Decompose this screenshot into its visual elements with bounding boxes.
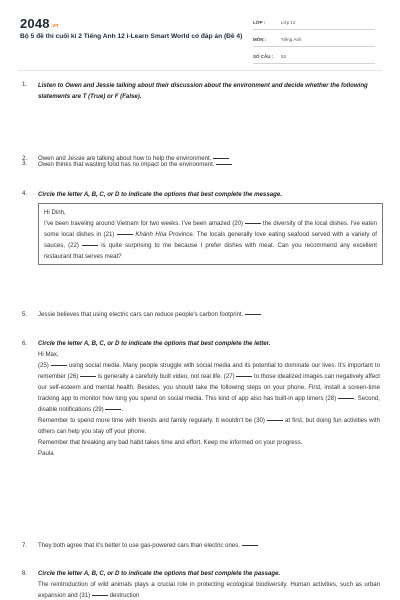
letter-signoff: Paula [38,450,54,457]
answer-blank-25[interactable] [51,365,67,366]
message-text [39,204,382,264]
message-body [44,218,377,262]
letter-fragment: is generally a carefully built video, not real life. (27) [97,373,235,380]
passage-fragment: The reintroduction of wild animals plays a crucial role in protecting ecological biodiversity. Human activities, such as urban expansion and (31) [38,581,380,599]
message-fragment: is quite surprising to me because I prefer dishes with meat. Can you recommend any excellent restaurant that serves meat? [44,242,377,261]
answer-blank-30[interactable] [267,420,283,421]
question-instruction: Listen to Owen and Jessie talking about their discussion about the environment and decide whether the following statements are T (True) or F (False). [38,82,368,100]
letter-fragment: Remember to spend more time with friends and family regularly. It wouldn't be (30) [38,417,265,424]
answer-blank-22[interactable] [82,245,98,246]
meta-label: MÔN : [253,37,267,42]
page-header [0,0,400,65]
meta-value: Tiếng Anh [281,37,302,42]
answer-blank[interactable] [245,314,261,315]
letter-fragment: to those idealized images can negatively affect our self-esteem and mental health. Besides, you should take the following steps on your phone. First, install a screen-time tracking app to monitor how long you spend on social media. This kind of app also has built-in app timers (28) [38,373,380,402]
site-logo[interactable] [20,16,59,31]
letter-passage [38,349,380,459]
message-greeting: Hi Dinh, [44,209,66,216]
answer-blank[interactable] [216,164,232,165]
meta-row-class [253,16,375,30]
answer-blank[interactable] [242,545,258,546]
question-number: 3. [22,160,28,167]
question-number: 7. [22,542,28,549]
meta-value: Lớp 12 [281,20,296,25]
message-fragment: Province. The locals generally love eating seafood served with a variety of sauces, (22) [44,231,377,250]
letter-fragment: using social media. Many people struggle with social media and its potential to dominate our lives. It's important to remember (26) [38,362,380,380]
meta-row-subject [253,33,375,47]
answer-blank-27[interactable] [236,376,252,377]
passage-fragment: destruction [109,592,140,599]
logo-text: 2048 [20,16,50,31]
question-body [38,568,380,600]
answer-blank-21[interactable] [117,234,133,235]
header-divider [18,70,382,71]
message-fragment: I've been traveling around Vietnam for two weeks. I've been amazed (20) [44,220,244,228]
question-number: 2. [22,155,28,162]
letter-greeting: Hi Max, [38,351,59,358]
answer-blank-31[interactable] [92,595,108,596]
question-instruction: Circle the letter A, B, C, or D to indicate the options that best complete the message. [38,191,282,198]
question-instruction: Circle the letter A, B, C, or D to indicate the options that best complete the letter. [38,340,271,347]
meta-label: LỚP : [253,20,266,25]
place-name: Khánh Hòa [135,231,167,239]
answer-blank-28[interactable] [338,398,354,399]
question-number: 5. [22,311,28,318]
letter-fragment: (25) [38,362,49,369]
meta-label: SỐ CÂU : [253,54,274,59]
letter-body [38,415,380,437]
message-fragment: the diversity of the local dishes. I've eaten some local dishes in (21) [44,220,377,239]
question-number: 1. [22,81,28,88]
question-instruction: Circle the letter A, B, C, or D to indicate the options that best complete the passage. [38,570,281,577]
question-statement: Owen and Jessie are talking about how to help the environment. [38,155,212,162]
question-number: 4. [22,190,28,197]
question-text [38,309,380,320]
question-number: 6. [22,340,28,347]
letter-fragment: at first, but doing fun activities with others can help you stay off your phone. [38,417,380,435]
document-meta [253,16,375,67]
question-body [38,338,380,459]
meta-value: 53 [281,54,287,59]
question-text [38,540,380,551]
question-number: 8. [22,570,28,577]
answer-blank-20[interactable] [245,223,261,224]
answer-blank-29[interactable] [105,409,121,410]
question-text [38,159,380,170]
document-title: Bộ 5 đề thi cuối kì 2 Tiếng Anh 12 i-Learn Smart World có đáp án (Đề 4) [20,33,243,40]
message-box [38,203,383,265]
logo-suffix: .vn [50,23,59,29]
passage-text [38,579,380,600]
letter-fragment: Second, disable notifications (29) [38,395,380,413]
answer-blank-26[interactable] [80,376,96,377]
letter-body: Remember that breaking any bad habit takes time and effort. Keep me informed on your progress. [38,439,303,446]
question-statement: Owen thinks that wasting food has no impact on the environment. [38,161,215,168]
question-statement: They both agree that it's better to use gas-powered cars than electric ones. [38,542,241,549]
meta-row-count [253,50,375,64]
letter-body: (25) using social media. Many people struggle with social media and its potential to dominate our lives. It's important to remember (26) is generally a carefully built video, not real life. (27) to those idealized images can negatively affect our self-esteem and mental health. Besides, you should take the following steps on your phone. First, install a screen-time tracking app to monitor how long you spend on social media. This kind of app also has built-in app timers (28) . Second, disable notifications (29) . [38,362,380,413]
question-statement: Jessie believes that using electric cars can reduce people's carbon footprint. [38,311,244,318]
